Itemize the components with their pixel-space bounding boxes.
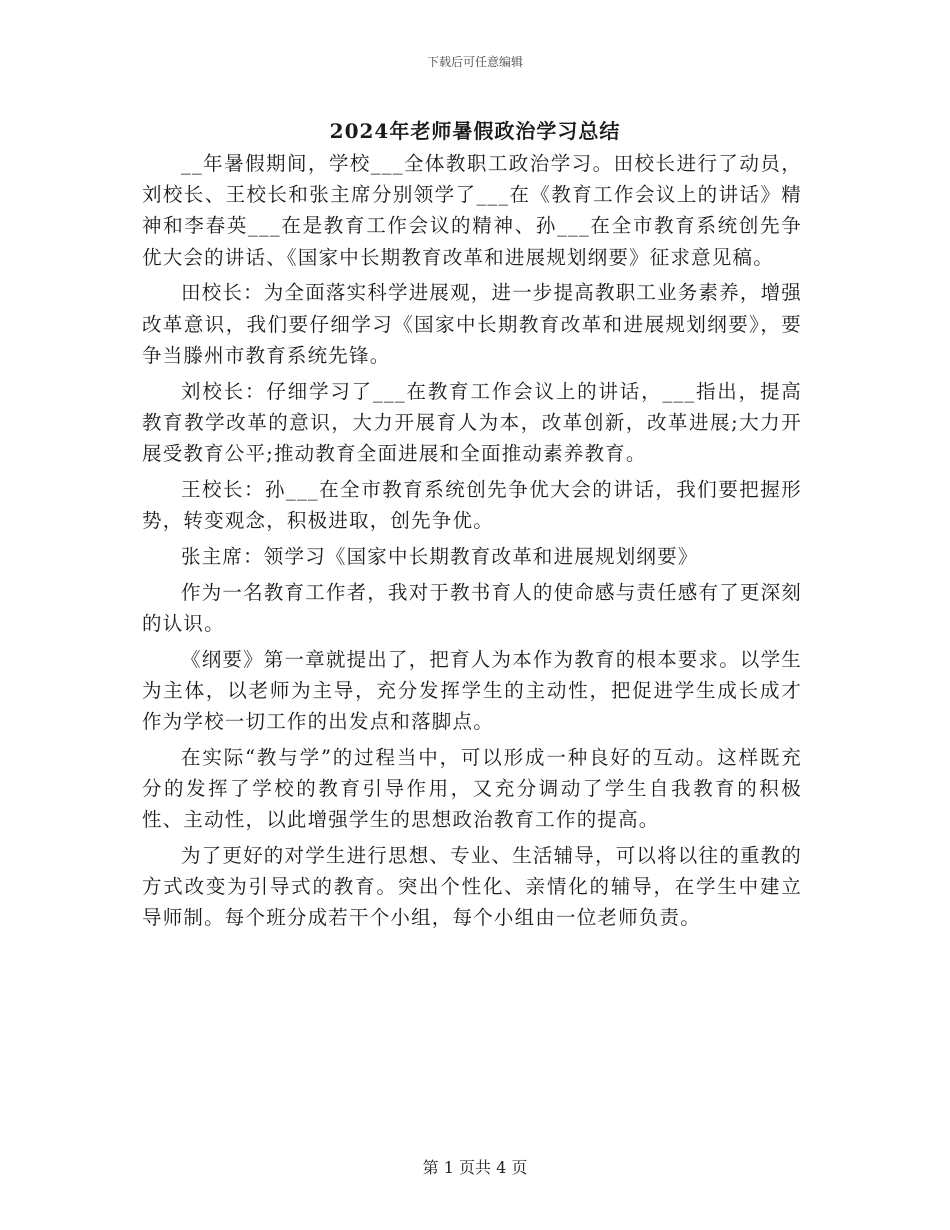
paragraph: 田校长：为全面落实科学进展观，进一步提高教职工业务素养，增强改革意识，我们要仔细学习《国家中长期教育改革和进展规划纲要》，要争当滕州市教育系统先锋。 bbox=[142, 281, 803, 367]
page-footer: 第 1 页共 4 页 bbox=[422, 1158, 528, 1177]
document-body bbox=[142, 148, 802, 938]
paragraph: 在实际“教与学”的过程当中，可以形成一种良好的互动。这样既充分的发挥了学校的教育引导作用，又充分调动了学生自我教育的积极性、主动性，以此增强学生的思想政治教育工作的提高。 bbox=[142, 745, 802, 832]
document-title: 2024年老师暑假政治学习总结 bbox=[329, 119, 621, 143]
paragraph: 为了更好的对学生进行思想、专业、生活辅导，可以将以往的重教的方式改变为引导式的教育。突出个性化、亲情化的辅导，在学生中建立导师制。每个班分成若干个小组，每个小组由一位老师负责。 bbox=[142, 844, 803, 930]
paragraph: 作为一名教育工作者，我对于教书育人的使命感与责任感有了更深刻的认识。 bbox=[142, 580, 803, 635]
paragraph: 《纲要》第一章就提出了，把育人为本作为教育的根本要求。以学生为主体，以老师为主导，充分发挥学生的主动性，把促进学生成长成才作为学校一切工作的出发点和落脚点。 bbox=[142, 647, 803, 734]
paragraph: 刘校长：仔细学习了___在教育工作会议上的讲话，___指出，提高教育教学改革的意识，大力开展育人为本，改革创新，改革进展;大力开展受教育公平;推动教育全面进展和全面推动素养教育。 bbox=[142, 379, 802, 466]
paragraph: 王校长：孙___在全市教育系统创先争优大会的讲话，我们要把握形势，转变观念，积极进取，创先争优。 bbox=[142, 477, 802, 533]
paragraph: __年暑假期间，学校___全体教职工政治学习。田校长进行了动员，刘校长、王校长和张主席分别领学了___在《教育工作会议上的讲话》精神和李春英___在是教育工作会议的精神、孙___在全市教育系统创先争优大会的讲话、《国家中长期教育改革和进展规划纲要》征求意见稿。 bbox=[142, 152, 802, 269]
header-note: 下载后可任意编辑 bbox=[426, 55, 523, 69]
paragraph: 张主席：领学习《国家中长期教育改革和进展规划纲要》 bbox=[181, 544, 699, 568]
